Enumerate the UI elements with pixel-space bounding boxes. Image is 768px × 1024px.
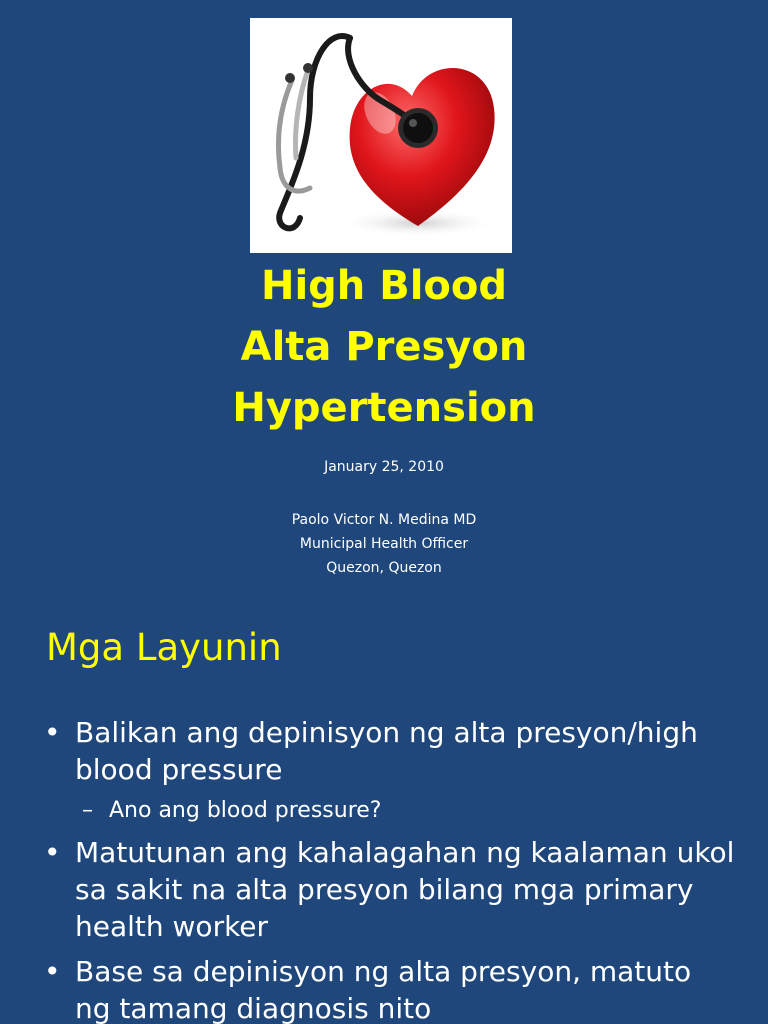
section-title: Mga Layunin [46,626,282,669]
heart-stethoscope-image [250,18,512,253]
dash-icon: – [82,798,93,823]
list-item [0,953,735,1024]
author-block [0,508,768,580]
list-item-text: Base sa depinisyon ng alta presyon, matuto ng tamang diagnosis nito [75,955,692,1024]
sub-list-item [0,796,768,826]
presentation-date: January 25, 2010 [324,459,444,475]
bullet-icon: • [44,836,61,869]
list-item-text: Balikan ang depinisyon ng alta presyon/high blood pressure [75,716,698,786]
author-location: Quezon, Quezon [326,560,442,576]
author-name: Paolo Victor N. Medina MD [291,512,477,528]
list-item-text: Matutunan ang kahalagahan ng kaalaman ukol sa sakit na alta presyon bilang mga primary health worker [75,836,735,943]
title-line-1: High Blood [260,263,507,309]
title-line-2: Alta Presyon [240,324,528,370]
slide-title [0,256,768,439]
bullet-icon: • [44,955,61,988]
title-line-3: Hypertension [232,385,536,431]
list-item [0,714,735,788]
heart-stethoscope-icon [250,18,512,253]
sub-list-item-text: Ano ang blood pressure? [109,798,382,823]
objectives-list [0,714,768,1024]
list-item [0,834,735,945]
bullet-icon: • [44,716,61,749]
author-position: Municipal Health Officer [299,536,469,552]
